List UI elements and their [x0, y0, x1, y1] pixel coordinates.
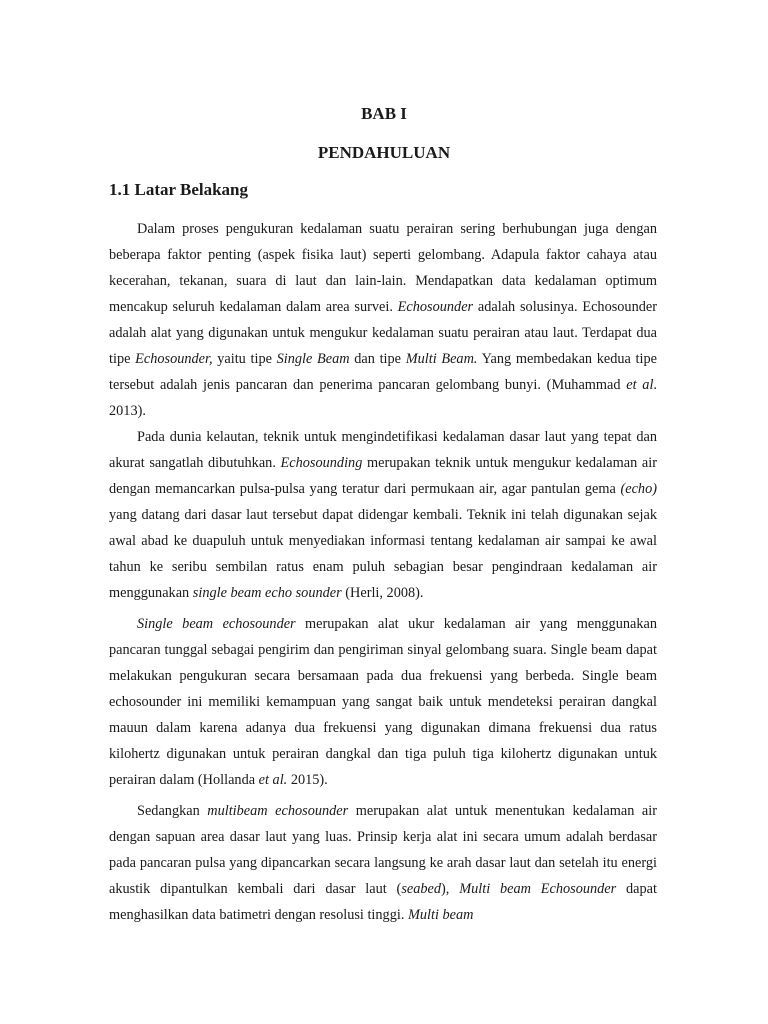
paragraph-text: yang datang dari dasar laut tersebut dapat didengar kembali. Teknik ini telah digunakan sejak awal abad ke duapuluh untuk menyediakan informasi tentang kedalaman air sampai ke awal tahun ke seribu sembilan ratus enam puluh sebagian besar pengindraan kedalaman air menggunakan: [109, 507, 657, 601]
italic-text: seabed: [401, 881, 442, 897]
italic-text: Echosounder: [397, 299, 474, 315]
paragraph-text: yaitu tipe: [212, 351, 277, 367]
paragraph-text: Yang membedakan kedua tipe tersebut adalah jenis pancaran dan penerima pancaran gelombang bunyi. (Muhammad: [109, 351, 657, 393]
italic-text: et al.: [258, 772, 288, 788]
paragraph-text: Pada dunia kelautan, teknik untuk mengindetifikasi kedalaman dasar laut yang tepat dan akurat sangatlah dibutuhkan.: [109, 429, 657, 471]
italic-text: Single Beam: [276, 351, 350, 367]
italic-text: Echosounder,: [135, 351, 213, 367]
paragraph-text: ),: [441, 881, 460, 897]
paragraph-text: Dalam proses pengukuran kedalaman suatu perairan sering berhubungan juga dengan beberapa faktor penting (aspek fisika laut) seperti gelombang. Adapula faktor cahaya atau kecerahan, tekanan, suara di laut dan lain-lain. Mendapatkan data kedalaman optimum mencakup seluruh kedalaman dalam area survei.: [109, 221, 657, 315]
italic-text: Multi beam: [407, 907, 474, 923]
paragraph-text: 2015).: [287, 772, 328, 788]
italic-text: Single beam echosounder: [137, 616, 296, 632]
paragraph-text: merupakan alat untuk menentukan kedalaman air dengan sapuan area dasar laut yang luas. Prinsip kerja alat ini secara umum adalah berdasar pada pancaran pulsa yang dipancarkan secara langsung ke arah dasar laut dan setelah itu energi akustik dipantulkan kembali dari dasar laut (: [109, 803, 657, 897]
paragraph-text: merupakan alat ukur kedalaman air yang menggunakan pancaran tunggal sebagai pengirim dan pengiriman sinyal gelombang suara. Single beam dapat melakukan pengukuran secara bersamaan pada dua frekuensi yang berbeda. Single beam echosounder ini memiliki kemampuan yang sangat baik untuk mendeteksi perairan dangkal mauun dalam karena adanya dua frekuensi yang digunakan dimana frekuensi dua ratus kilohertz digunakan untuk perairan dangkal dan tiga puluh tiga kilohertz digunakan untuk perairan dalam (Hollanda: [109, 616, 657, 788]
paragraph: [109, 216, 657, 424]
italic-text: et al: [626, 377, 654, 393]
paragraph: [109, 798, 657, 928]
italic-text: multibeam echosounder: [207, 803, 349, 819]
paragraph-text: dapat menghasilkan data batimetri dengan resolusi tinggi.: [109, 881, 657, 923]
italic-text: Echosounding: [280, 455, 363, 471]
italic-text: (echo): [620, 481, 657, 497]
paragraph-text: (Herli, 2008).: [341, 585, 424, 601]
paragraph-text: . 2013).: [109, 377, 657, 419]
paragraph: [109, 611, 657, 793]
italic-text: single beam echo sounder: [192, 585, 342, 601]
italic-text: Multi beam Echosounder: [459, 881, 617, 897]
paragraph-text: Sedangkan: [137, 803, 208, 819]
paragraph: [109, 424, 657, 606]
section-heading: 1.1 Latar Belakang: [109, 180, 249, 199]
paragraph-text: adalah solusinya. Echosounder adalah alat yang digunakan untuk mengukur kedalaman suatu perairan atau laut. Terdapat dua tipe: [109, 299, 657, 367]
paragraph-text: merupakan teknik untuk mengukur kedalaman air dengan memancarkan pulsa-pulsa yang teratur dari permukaan air, agar pantulan gema: [109, 455, 657, 497]
body-text: [109, 216, 657, 928]
chapter-title: PENDAHULUAN: [317, 143, 451, 162]
chapter-number: BAB I: [361, 104, 407, 123]
paragraph-text: dan tipe: [349, 351, 406, 367]
italic-text: Multi Beam.: [405, 351, 478, 367]
